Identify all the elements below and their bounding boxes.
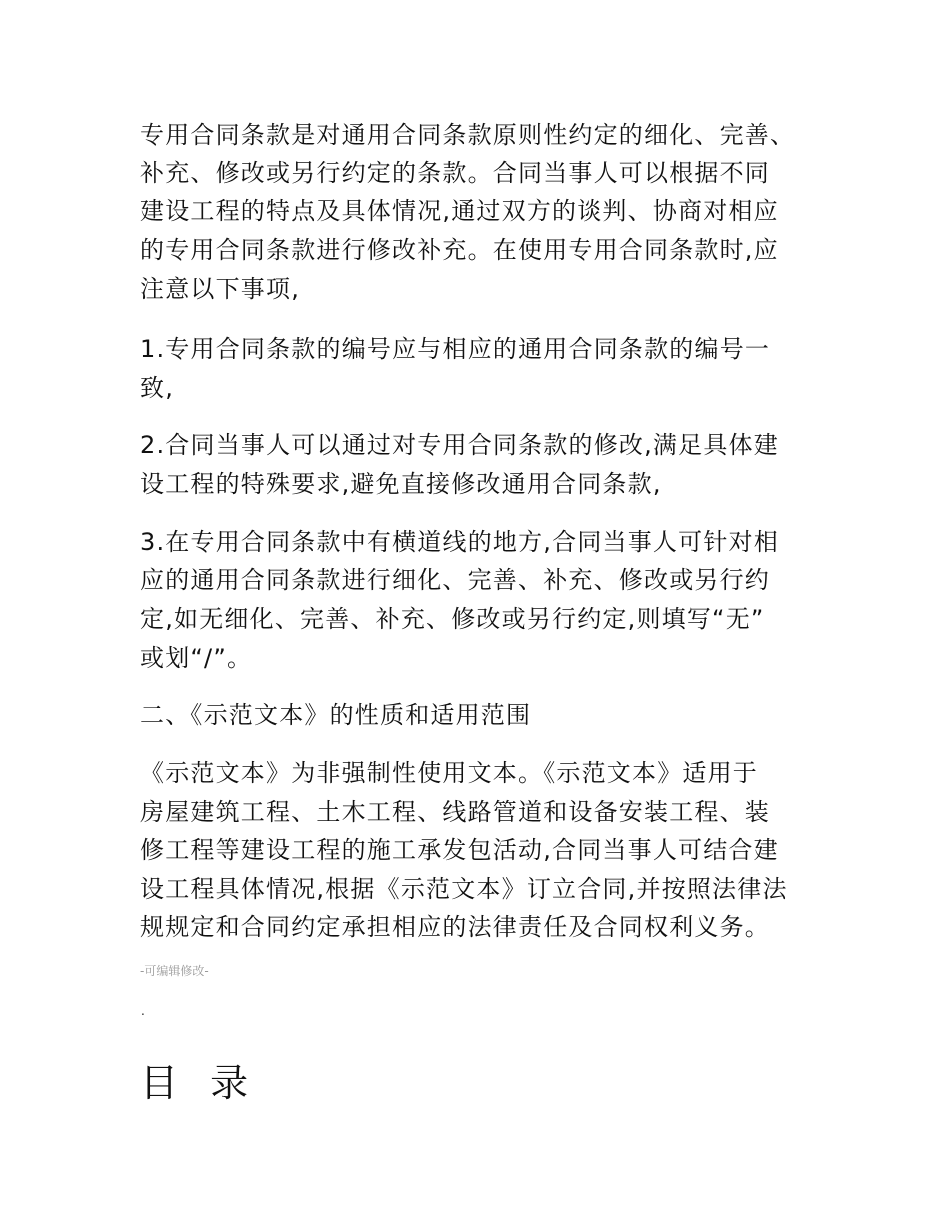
paragraph-line: 3.在专用合同条款中有横道线的地方,合同当事人可针对相 — [140, 528, 779, 556]
dot-marker: . — [141, 1004, 145, 1018]
paragraph-line: 修工程等建设工程的施工承发包活动,合同当事人可结合建 — [140, 836, 779, 864]
paragraph-line: 致, — [140, 374, 175, 402]
paragraph-line: 或划“/”。 — [140, 644, 253, 672]
paragraph-line: 《示范文本》为非强制性使用文本。《示范文本》适用于 — [140, 759, 758, 787]
paragraph-line: 专用合同条款是对通用合同条款原则性约定的细化、完善、 — [140, 121, 796, 149]
paragraph-line: 1.专用合同条款的编号应与相应的通用合同条款的编号一 — [140, 335, 771, 363]
section-heading-line: 二、《示范文本》的性质和适用范围 — [140, 701, 532, 729]
paragraph-line: 房屋建筑工程、土木工程、线路管道和设备安装工程、装 — [140, 798, 770, 826]
paragraph-line: 注意以下事项, — [140, 275, 301, 303]
editable-footer: -可编辑修改- — [140, 964, 209, 978]
paragraph-line: 规规定和合同约定承担相应的法律责任及合同权利义务。 — [140, 913, 770, 941]
paragraph-line: 设工程的特殊要求,避免直接修改通用合同条款, — [140, 470, 662, 498]
paragraph-line: 的专用合同条款进行修改补充。在使用专用合同条款时,应 — [140, 236, 779, 264]
paragraph-line: 补充、修改或另行约定的条款。合同当事人可以根据不同 — [140, 159, 770, 187]
paragraph-line: 应的通用合同条款进行细化、完善、补充、修改或另行约 — [140, 566, 770, 594]
paragraph-line: 建设工程的特点及具体情况,通过双方的谈判、协商对相应 — [140, 197, 779, 225]
paragraph-line: 定,如无细化、完善、补充、修改或另行约定,则填写“无” — [140, 605, 765, 633]
paragraph-line: 2.合同当事人可以通过对专用合同条款的修改,满足具体建 — [140, 431, 779, 459]
toc-heading: 目 录 — [140, 1061, 259, 1105]
paragraph-line: 设工程具体情况,根据《示范文本》订立合同,并按照法律法 — [140, 875, 788, 903]
